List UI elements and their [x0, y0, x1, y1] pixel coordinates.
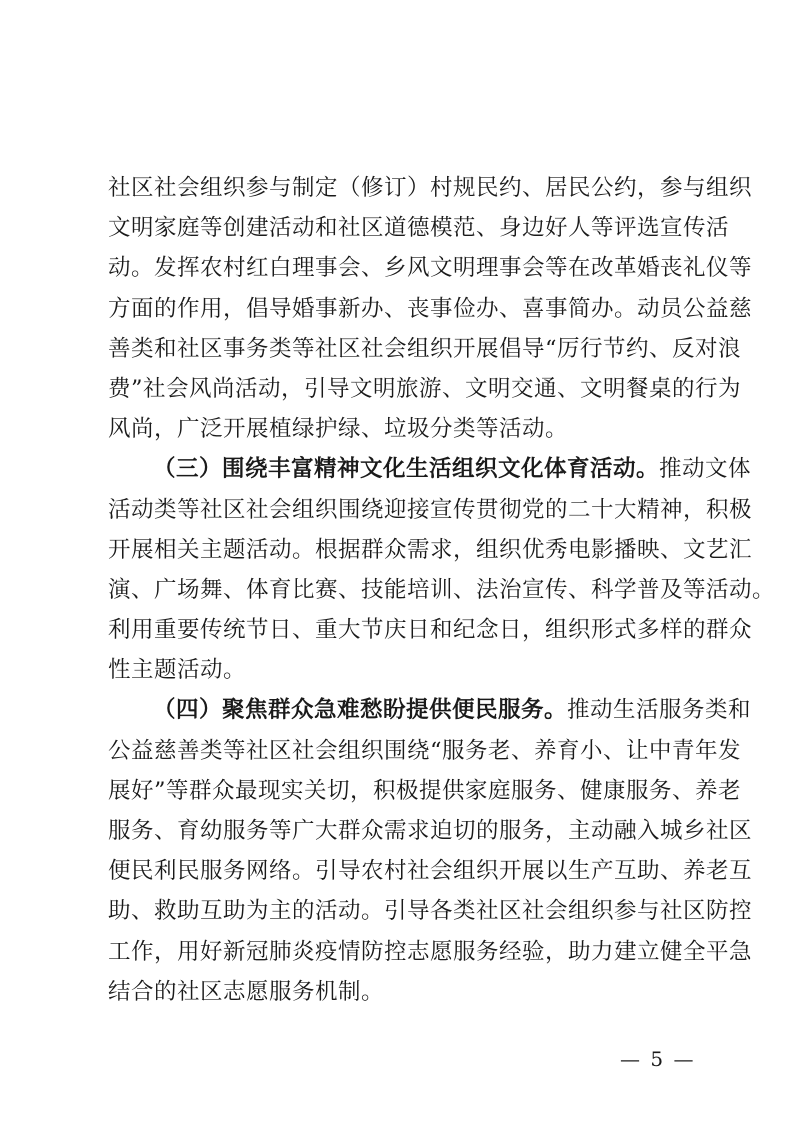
paragraph-line: 服务、育幼服务等广大群众需求迫切的服务，主动融入城乡社区	[108, 818, 753, 844]
paragraph-line: 费”社会风尚活动，引导文明旅游、文明交通、文明餐桌的行为	[108, 375, 742, 402]
page-number: — 5 —	[620, 1047, 696, 1071]
paragraph-line: 助、救助互助为主的活动。引导各类社区社会组织参与社区防控	[108, 898, 753, 925]
paragraph-line: 文明家庭等创建活动和社区道德模范、身边好人等评选宣传活	[108, 215, 730, 242]
body-text	[108, 168, 776, 1012]
paragraph-line: 工作，用好新冠肺炎疫情防控志愿服务经验，助力建立健全平急	[108, 938, 753, 965]
paragraph-line: 演、广场舞、体育比赛、技能培训、法治宣传、科学普及等活动。	[108, 576, 776, 603]
paragraph-line: 风尚，广泛开展植绿护绿、垃圾分类等活动。	[108, 416, 569, 443]
paragraph-line: 性主题活动。	[108, 657, 247, 684]
paragraph-line: 活动类等社区社会组织围绕迎接宣传贯彻党的二十大精神，积极	[108, 496, 753, 523]
paragraph-line: 善类和社区事务类等社区社会组织开展倡导“厉行节约、反对浪	[108, 335, 742, 362]
section-first-line-text: 推动文体	[659, 456, 752, 483]
paragraph-line: 开展相关主题活动。根据群众需求，组织优秀电影播映、文艺汇	[108, 536, 753, 563]
paragraph-line: 展好”等群众最现实关切，积极提供家庭服务、健康服务、养老	[108, 777, 742, 804]
paragraph-line: 便民利民服务网络。引导农村社会组织开展以生产互助、养老互	[108, 858, 753, 885]
section-first-line	[108, 690, 752, 730]
section-first-line	[108, 449, 752, 489]
paragraph-line: 社区社会组织参与制定（修订）村规民约、居民公约，参与组织	[108, 175, 753, 201]
paragraph-line: 利用重要传统节日、重大节庆日和纪念日，组织形式多样的群众	[108, 617, 753, 644]
paragraph-line: 方面的作用，倡导婚事新办、丧事俭办、喜事简办。动员公益慈	[108, 295, 753, 322]
paragraph-line: 动。发挥农村红白理事会、乡风文明理事会等在改革婚丧礼仪等	[108, 255, 753, 282]
section-heading-3: （三）围绕丰富精神文化生活组织文化体育活动。	[153, 456, 660, 483]
section-heading-4: （四）聚焦群众急难愁盼提供便民服务。	[153, 697, 568, 724]
paragraph-line: 公益慈善类等社区社会组织围绕“服务老、养育小、让中青年发	[108, 737, 742, 764]
paragraph-line: 结合的社区志愿服务机制。	[108, 978, 385, 1005]
section-first-line-text: 推动生活服务类和	[567, 697, 752, 724]
